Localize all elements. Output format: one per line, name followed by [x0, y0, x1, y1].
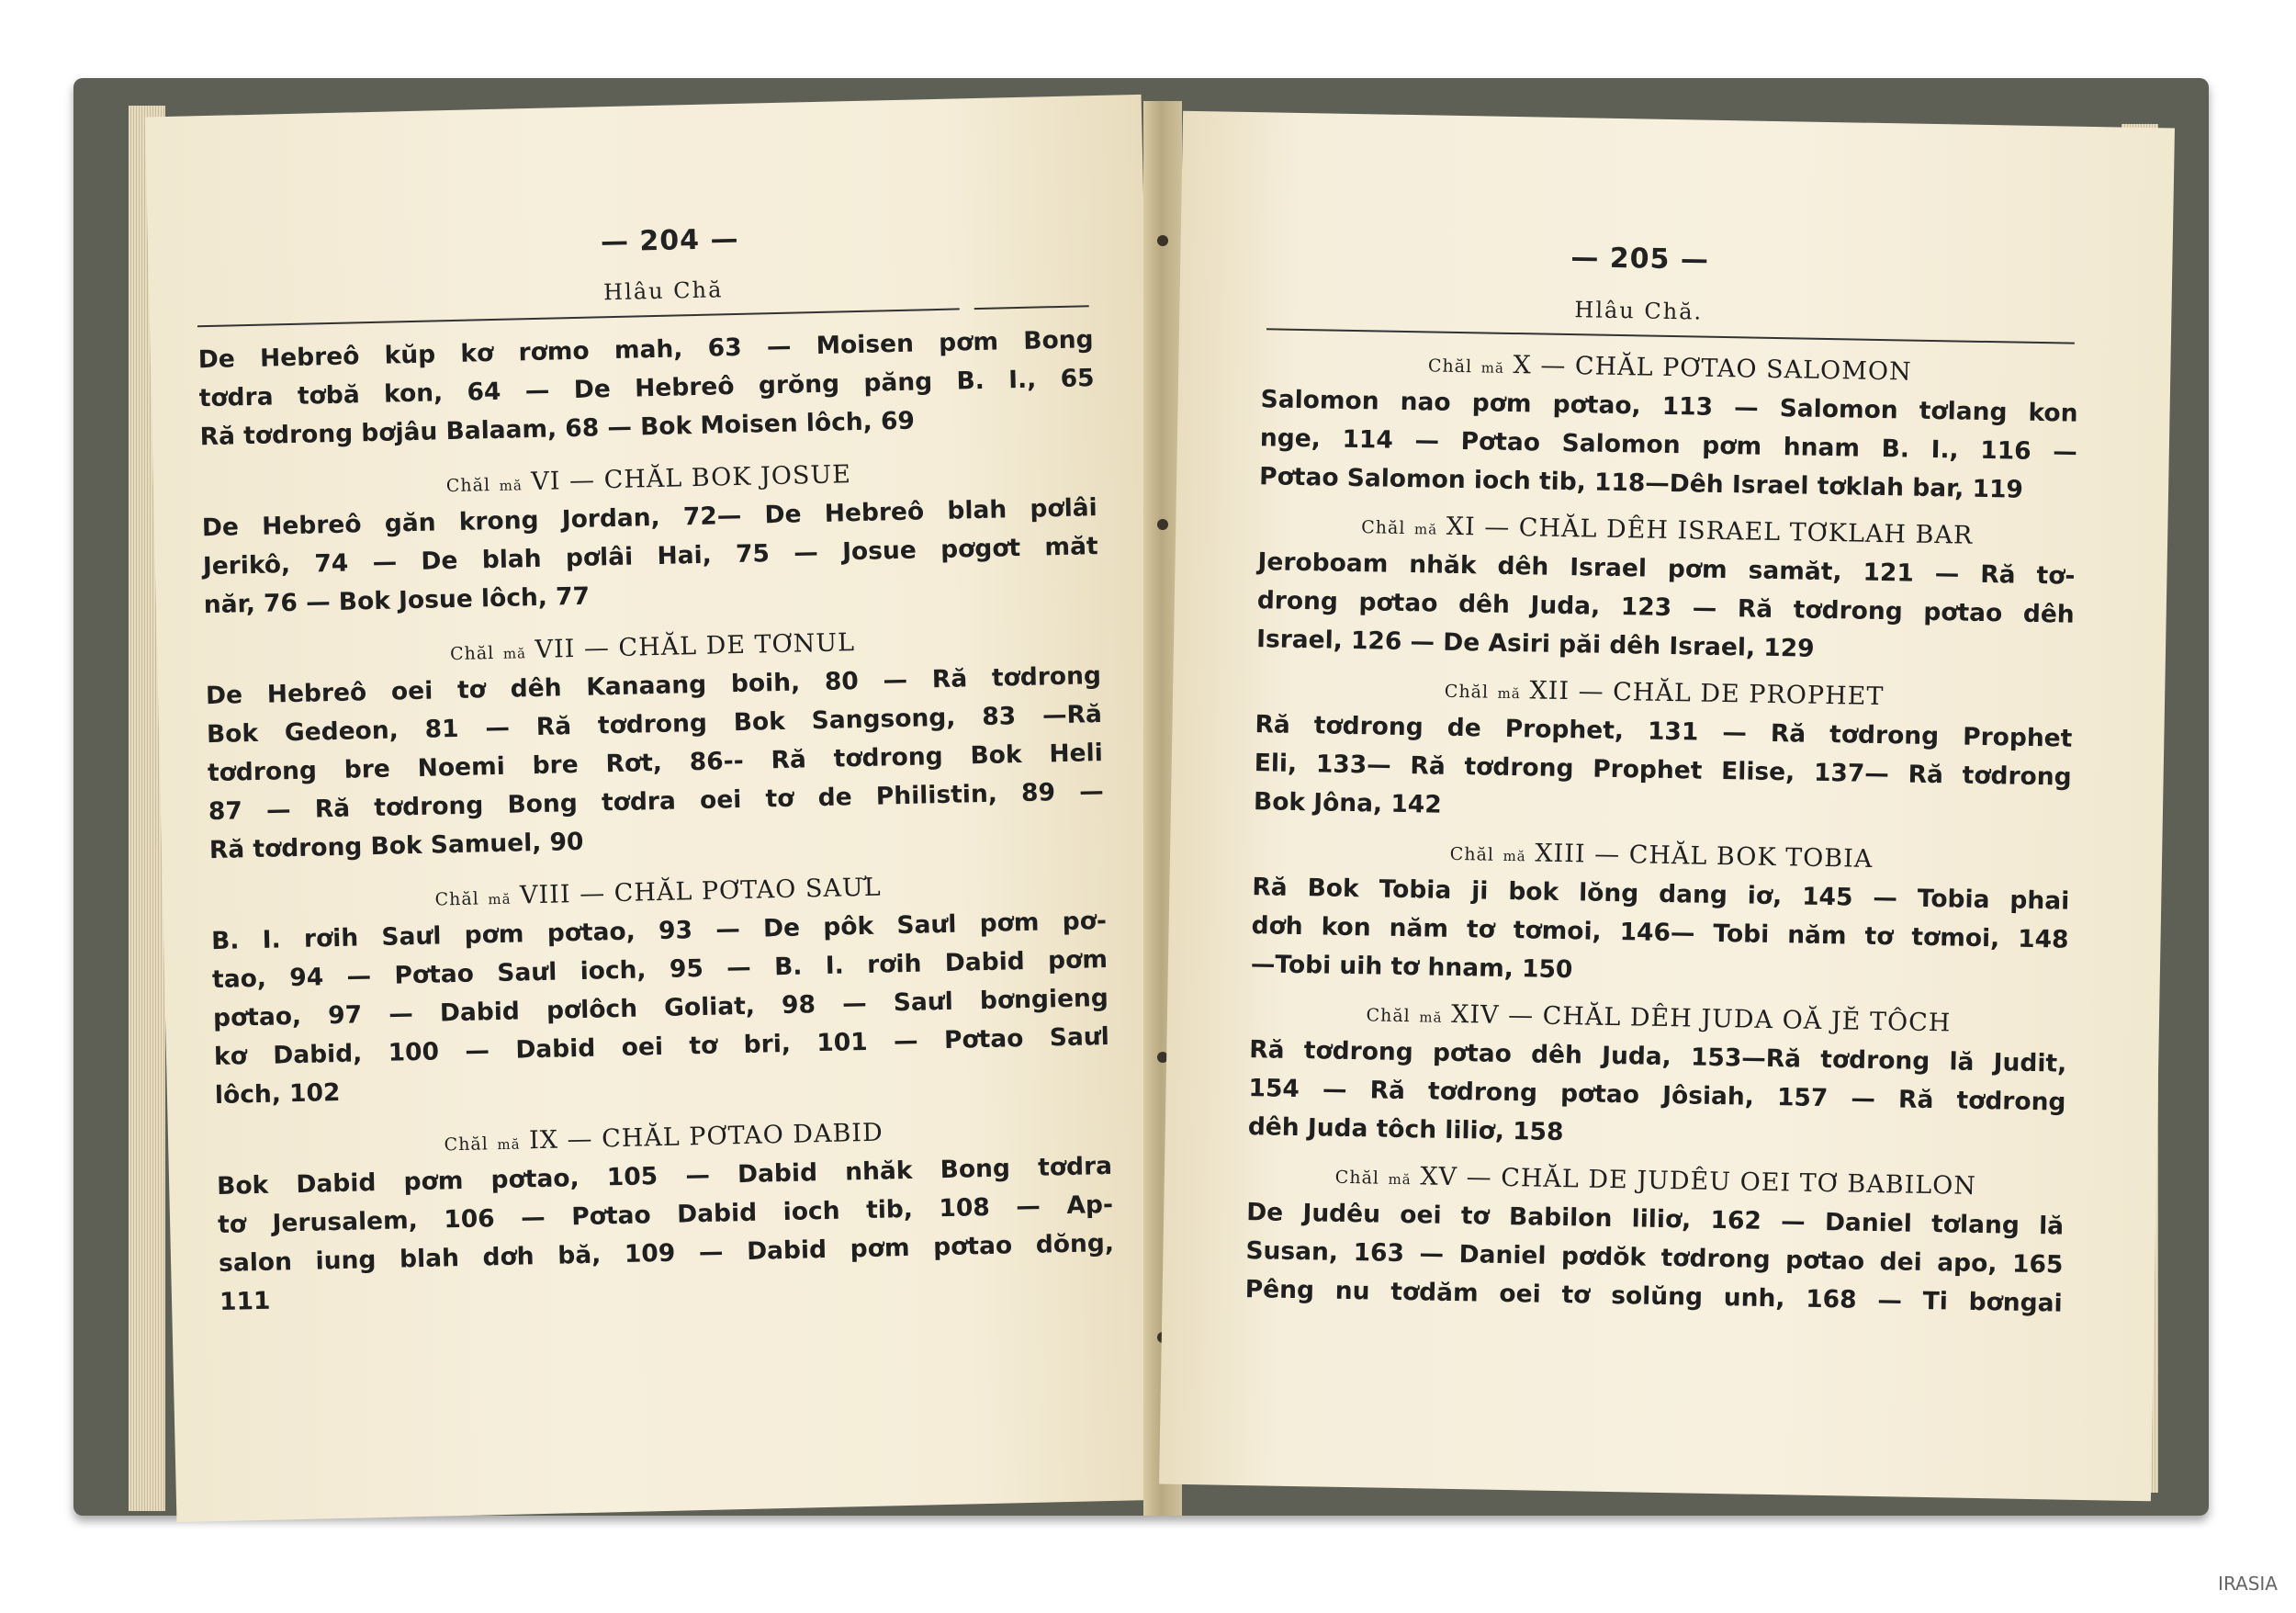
text-line: salon iung blah dơh bă, 109 — Dabid pơm pơtao dŏng, [218, 1228, 1115, 1278]
chapter-section [1254, 671, 2074, 836]
text-line: 154 — Ră tơdrong pơtao Jôsiah, 157 — Ră tơdrong [1248, 1074, 2066, 1117]
chapter-section [205, 623, 1105, 870]
chapter-section [201, 455, 1099, 625]
chapter-heading: Chăl mă XIV — CHĂL DÊH JUDA OĂ JĔ TÔCH [1366, 999, 1952, 1038]
text-line: De Hebreô oei tơ dêh Kanaang boih, 80 — Ră tơdrong [205, 661, 1102, 711]
text-line: Susan, 163 — Daniel pơdŏk tơdrong pơtao dei apo, 165 [1245, 1236, 2064, 1280]
text-line: kơ Dabid, 100 — Dabid oei tơ bri, 101 — Pơtao Saưl [213, 1021, 1110, 1072]
right-page-content [1244, 346, 2078, 1323]
text-line: —Tobi uih tơ hnam, 150 [1250, 950, 1573, 985]
text-line: lôch, 102 [214, 1077, 341, 1111]
text-line: nge, 114 — Pơtao Salomon pơm hnam B. I., 116 — [1259, 423, 2078, 467]
text-line: tơdrong bre Noemi bre Rơt, 86-- Ră tơdrong Bok Heli [207, 739, 1104, 788]
chapter-heading: Chăl mă XI — CHĂL DÊH ISRAEL TƠKLAH BAR [1361, 512, 1974, 550]
text-line: Ră tơdrong bơjâu Balaam, 68 — Bok Moisen lôch, 69 [199, 406, 916, 452]
text-line: Bok Jôna, 142 [1253, 787, 1442, 819]
text-line: Jerikô, 74 — De blah pơlâi Hai, 75 — Josue pơgơt măt [202, 532, 1098, 581]
chapter-section [1247, 997, 2067, 1161]
chapter-section [1251, 834, 2071, 998]
left-page-number: — 204 — [600, 222, 739, 259]
chapter-heading: Chăl mă XIII — CHĂL BOK TOBIA [1449, 839, 1874, 874]
text-line: dơh kon năm tơ tơmoi, 146— Tobi năm tơ tơmoi, 148 [1251, 911, 2069, 954]
chapter-section [210, 868, 1110, 1115]
text-line: tơ Jerusalem, 106 — Pơtao Dabid ioch tib, 108 — Ap- [217, 1190, 1114, 1240]
text-line: 87 — Ră tơdrong Bong tơdra oei tơ de Philistin, 89 — [208, 777, 1105, 827]
chapter-heading: Chăl mă VIII — CHĂL PƠTAO SAƯL [434, 873, 882, 910]
chapter-heading: Chăl mă XII — CHĂL DE PROPHET [1444, 676, 1885, 712]
right-head-rule [1266, 328, 2075, 344]
text-line: dêh Juda tôch liliơ, 158 [1247, 1112, 1564, 1147]
text-line: B. I. rơih Saưl pơm pơtao, 93 — De pôk Saưl pơm pơ- [210, 906, 1108, 956]
right-page-number: — 205 — [1570, 242, 1710, 276]
text-line: năr, 76 — Bok Josue lôch, 77 [203, 581, 591, 620]
text-line: Salomon nao pơm pơtao, 113 — Salomon tơlang kon [1260, 385, 2078, 428]
text-line: Pêng nu tơdăm oei tơ solŭng unh, 168 — Ti bơngai [1244, 1275, 2063, 1318]
left-intro [197, 321, 1096, 457]
text-line: Bok Dabid pơm pơtao, 105 — Dabid nhăk Bong tơdra [216, 1151, 1113, 1201]
text-line: Eli, 133— Ră tơdrong Prophet Elise, 137— Ră tơdrong [1254, 749, 2072, 792]
right-running-head: Hlâu Chă. [1574, 297, 1704, 325]
text-line: Bok Gedeon, 81 — Ră tơdrong Bok Sangsong, 83 —Ră [206, 700, 1103, 750]
chapter-section [216, 1113, 1115, 1322]
chapter-section [1244, 1159, 2065, 1324]
text-line: 111 [219, 1286, 271, 1316]
chapter-heading: Chăl mă XV — CHĂL DE JUDÊU OEI TƠ BABILON [1334, 1162, 1977, 1201]
left-head-rule-short [974, 305, 1089, 310]
left-page [145, 95, 1173, 1522]
text-line: tơdra tơbă kon, 64 — De Hebreô grŏng păng B. I., 65 [198, 364, 1095, 413]
chapter-heading: Chăl mă VII — CHĂL DE TƠNUL [449, 628, 856, 665]
chapter-heading: Chăl mă IX — CHĂL PƠTAO DABID [444, 1118, 884, 1156]
text-line: drong pơtao dêh Juda, 123 — Ră tơdrong pơtao dêh [1256, 586, 2075, 629]
left-page-content [197, 321, 1115, 1322]
binding-stitch [1157, 519, 1168, 530]
chapter-heading: Chăl mă X — CHĂL PƠTAO SALOMON [1427, 351, 1912, 387]
left-head-rule [197, 308, 960, 327]
text-line: Ră tơdrong pơtao dêh Juda, 153—Ră tơdrong lă Judit, [1249, 1035, 2067, 1078]
chapter-section [1259, 346, 2079, 511]
left-running-head: Hlâu Chă [602, 276, 724, 306]
text-line: Ră tơdrong de Prophet, 131 — Ră tơdrong Prophet [1255, 710, 2073, 753]
text-line: tao, 94 — Pơtao Saưl ioch, 95 — B. I. rơih Dabid pơm [211, 944, 1109, 995]
chapter-heading: Chăl mă VI — CHĂL BOK JOSUE [445, 460, 852, 497]
text-line: De Hebreô kŭp kơ rơmo mah, 63 — Moisen pơm Bong [197, 325, 1094, 375]
binding-stitch [1157, 235, 1168, 246]
right-page [1159, 111, 2175, 1502]
text-line: pơtao, 97 — Dabid pơlôch Goliat, 98 — Saưl bơngieng [212, 983, 1109, 1033]
text-line: Pơtao Salomon ioch tib, 118—Dêh Israel tơklah bar, 119 [1258, 462, 2024, 504]
text-line: Ră Bok Tobia ji bok lŏng dang iơ, 145 — Tobia phai [1252, 873, 2070, 916]
text-line: Ră tơdrong Bok Samuel, 90 [208, 827, 584, 865]
text-line: Jeroboam nhăk dêh Israel pơm samăt, 121 — Ră tơ- [1257, 547, 2076, 591]
text-line: Israel, 126 — De Asiri păi dêh Israel, 129 [1255, 625, 1815, 663]
chapter-section [1256, 509, 2077, 673]
text-line: De Hebreô găn krong Jordan, 72— De Hebreô blah pơlâi [201, 493, 1098, 543]
source-watermark: IRASIA [2218, 1573, 2278, 1595]
text-line: De Judêu oei tơ Babilon liliơ, 162 — Daniel tơlang lă [1245, 1198, 2065, 1241]
